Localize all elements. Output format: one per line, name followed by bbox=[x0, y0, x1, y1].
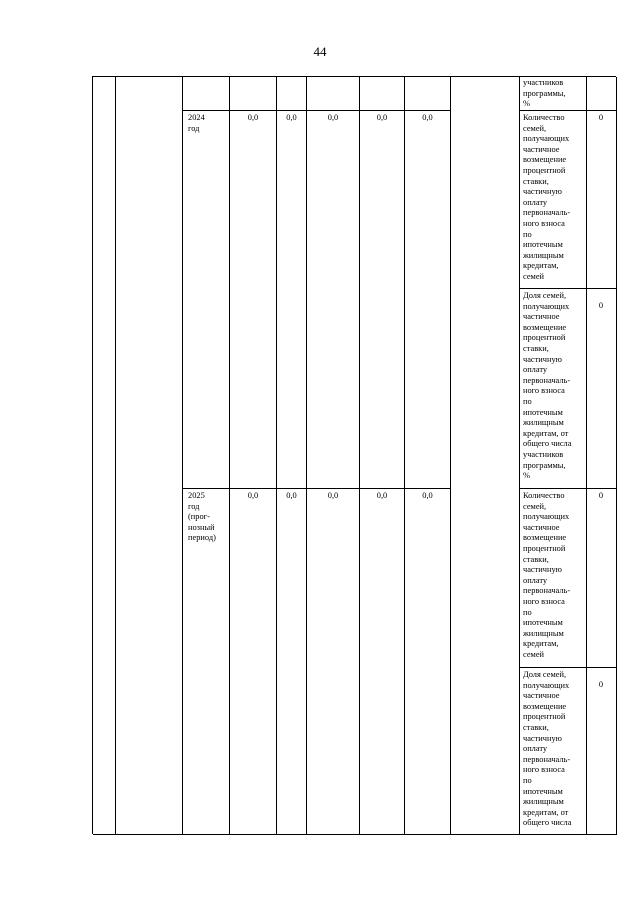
indicator-text: участников программы, % bbox=[523, 78, 566, 109]
indicator-value: 0 bbox=[598, 491, 604, 500]
col-line bbox=[276, 77, 277, 834]
col-line bbox=[519, 77, 520, 834]
value-cell: 0,0 bbox=[286, 113, 297, 122]
col-line bbox=[450, 77, 451, 834]
row-line bbox=[182, 110, 450, 111]
program-table bbox=[92, 76, 616, 834]
col-line bbox=[616, 77, 617, 834]
value-cell: 0,0 bbox=[376, 491, 388, 500]
value-cell: 0,0 bbox=[327, 113, 339, 122]
col-line bbox=[229, 77, 230, 834]
indicator-value: 0 bbox=[598, 680, 604, 689]
indicator-value: 0 bbox=[598, 113, 604, 122]
col-line bbox=[586, 77, 587, 834]
row-line bbox=[519, 488, 617, 489]
indicator-text: Количество семей, получающих частичное возмещение процентной ставки, частичную оплату первоначаль- ного взноса по ипотечным жилищным кредитам, семей bbox=[523, 113, 571, 281]
page-number: 44 bbox=[313, 44, 327, 59]
value-cell: 0,0 bbox=[247, 491, 259, 500]
value-cell: 0,0 bbox=[422, 491, 433, 500]
period-label: 2024 год bbox=[188, 113, 205, 133]
value-cell: 0,0 bbox=[327, 491, 339, 500]
row-line bbox=[519, 667, 617, 668]
col-line bbox=[115, 77, 116, 834]
indicator-text: Доля семей, получающих частичное возмещение процентной ставки, частичную оплату первоначаль- ного взноса по ипотечным жилищным кредитам, от общего числа bbox=[523, 670, 572, 828]
row-line bbox=[519, 288, 617, 289]
row-line bbox=[182, 488, 450, 489]
col-line bbox=[359, 77, 360, 834]
value-cell: 0,0 bbox=[247, 113, 259, 122]
value-cell: 0,0 bbox=[376, 113, 388, 122]
indicator-value: 0 bbox=[598, 301, 604, 310]
col-line bbox=[182, 77, 183, 834]
row-line bbox=[519, 110, 617, 111]
indicator-text: Количество семей, получающих частичное возмещение процентной ставки, частичную оплату первоначаль- ного взноса по ипотечным жилищным кредитам, семей bbox=[523, 491, 571, 659]
table-bottom-line bbox=[93, 834, 617, 835]
period-label: 2025 год (прог- нозный период) bbox=[188, 491, 216, 543]
value-cell: 0,0 bbox=[286, 491, 297, 500]
indicator-text: Доля семей, получающих частичное возмещение процентной ставки, частичную оплату первоначаль- ного взноса по ипотечным жилищным кредитам, от общего числа участников программы, % bbox=[523, 291, 572, 481]
col-line bbox=[306, 77, 307, 834]
value-cell: 0,0 bbox=[422, 113, 433, 122]
col-line bbox=[404, 77, 405, 834]
